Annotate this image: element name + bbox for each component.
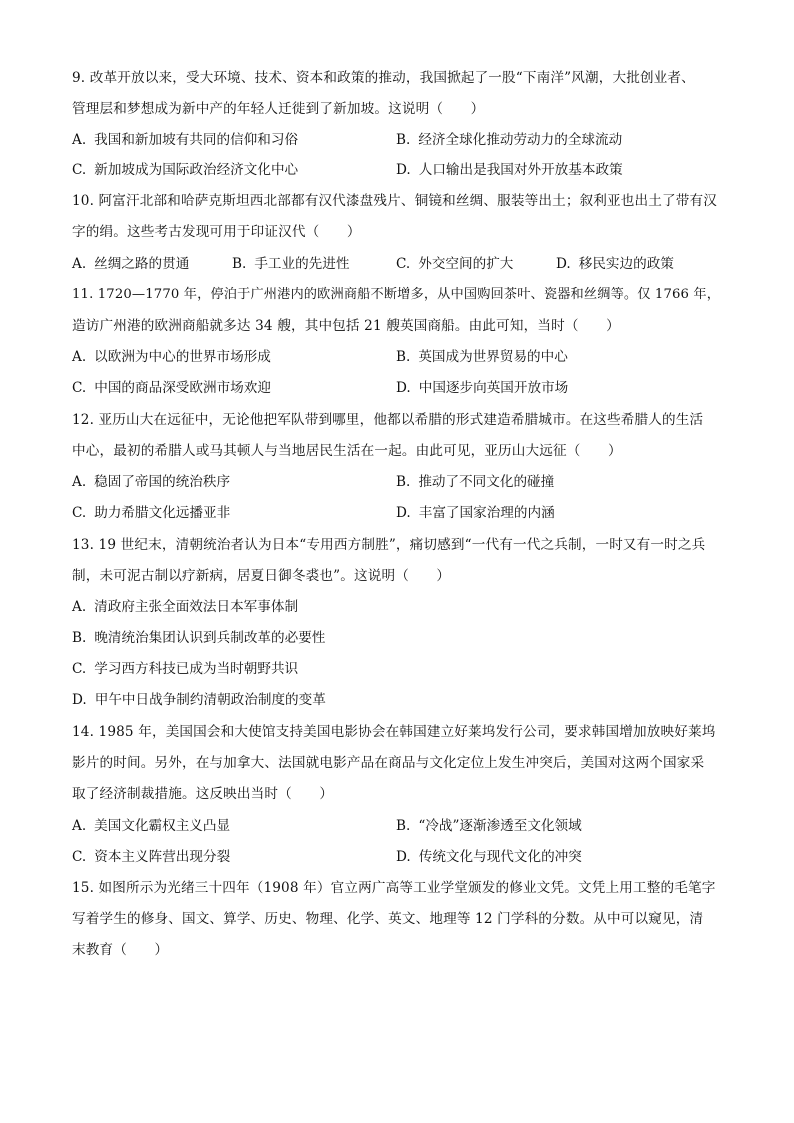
option-text: 清政府主张全面效法日本军事体制 <box>94 599 299 615</box>
question-9-option-a[interactable] <box>72 130 298 150</box>
option-letter: B. <box>396 349 411 365</box>
option-text: 推动了不同文化的碰撞 <box>418 474 555 490</box>
option-text: 甲午中日战争制约清朝政治制度的变革 <box>94 692 326 708</box>
option-text: 人口输出是我国对外开放基本政策 <box>418 162 623 178</box>
question-11-line-1: 11. 1720—1770 年，停泊于广州港内的欧洲商船不断增多，从中国购回茶叶、瓷器和丝绸等。仅 1766 年， <box>72 287 721 302</box>
question-14-line-2: 影片的时间。另外，在与加拿大、法国就电影产品在商品与文化定位上发生冲突后，美国对这两个国家采 <box>72 755 705 771</box>
option-text: 晚清统治集团认识到兵制改革的必要性 <box>94 630 326 646</box>
question-13-option-b[interactable] <box>72 628 325 648</box>
question-12-line-1: 12. 亚历山大在远征中，无论他把军队带到哪里，他都以希腊的形式建造希腊城市。在这些希腊人的生活 <box>72 412 704 428</box>
option-text: 经济全球化推动劳动力的全球流动 <box>418 132 623 148</box>
option-text: 丰富了国家治理的内涵 <box>418 505 555 521</box>
question-9-option-b[interactable] <box>396 130 622 150</box>
option-letter: D. <box>72 692 87 708</box>
option-text: 中国逐步向英国开放市场 <box>418 380 569 396</box>
question-11-option-b[interactable] <box>396 347 568 367</box>
question-13-option-a[interactable] <box>72 597 298 617</box>
option-letter: D. <box>396 849 411 865</box>
option-letter: A. <box>72 818 87 834</box>
option-text: “冷战”逐渐渗透至文化领域 <box>418 818 582 834</box>
question-13-option-d[interactable] <box>72 690 326 710</box>
option-letter: D. <box>396 162 411 178</box>
option-letter: D. <box>396 505 411 521</box>
option-letter: C. <box>72 661 87 677</box>
option-letter: D. <box>556 256 571 272</box>
option-text: 传统文化与现代文化的冲突 <box>418 849 582 865</box>
question-14-option-a[interactable] <box>72 816 230 836</box>
question-10-option-d[interactable] <box>556 254 674 274</box>
question-11-option-a[interactable] <box>72 347 271 367</box>
question-15-line-1: 15. 如图所示为光绪三十四年（1908 年）官立两广高等工业学堂颁发的修业文凭。文凭上用工整的毛笔字 <box>72 880 716 896</box>
question-14-option-b[interactable] <box>396 816 582 836</box>
question-11-option-d[interactable] <box>396 378 568 398</box>
option-text: 外交空间的扩大 <box>418 256 514 272</box>
option-text: 助力希腊文化远播亚非 <box>94 505 231 521</box>
option-text: 移民实边的政策 <box>578 256 674 272</box>
option-text: 新加坡成为国际政治经济文化中心 <box>94 162 299 178</box>
option-text: 我国和新加坡有共同的信仰和习俗 <box>94 132 299 148</box>
question-13-line-2: 制，未可泥古制以疗新病，居夏日御冬裘也”。这说明（ ） <box>72 568 451 584</box>
question-10-option-c[interactable] <box>396 254 513 274</box>
option-letter: C. <box>72 505 87 521</box>
question-10-option-b[interactable] <box>232 254 349 274</box>
option-letter: B. <box>232 256 247 272</box>
option-letter: C. <box>72 162 87 178</box>
question-10-line-1: 10. 阿富汗北部和哈萨克斯坦西北部都有汉代漆盘残片、铜镜和丝绸、服装等出土；叙利亚也出土了带有汉 <box>72 193 718 209</box>
option-letter: B. <box>396 818 411 834</box>
question-12-option-b[interactable] <box>396 472 554 492</box>
question-9-option-d[interactable] <box>396 160 623 180</box>
question-14-line-3: 取了经济制裁措施。这反映出当时（ ） <box>72 786 334 802</box>
option-text: 中国的商品深受欧洲市场欢迎 <box>94 380 271 396</box>
option-text: 丝绸之路的贯通 <box>94 256 190 272</box>
option-letter: C. <box>72 380 87 396</box>
option-letter: D. <box>396 380 411 396</box>
option-text: 美国文化霸权主义凸显 <box>94 818 231 834</box>
option-letter: A. <box>72 349 87 365</box>
question-15-line-2: 写着学生的修身、国文、算学、历史、物理、化学、英文、地理等 12 门学科的分数。从中可以窥见，清 <box>72 911 704 927</box>
option-letter: C. <box>396 256 411 272</box>
question-10-line-2: 字的绢。这些考古发现可用于印证汉代（ ） <box>72 224 361 240</box>
question-13-line-1: 13. 19 世纪末，清朝统治者认为日本“专用西方制胜”，痛切感到“一代有一代之兵制，一时又有一时之兵 <box>72 537 706 553</box>
question-10-option-a[interactable] <box>72 254 189 274</box>
option-letter: B. <box>396 474 411 490</box>
question-12-option-a[interactable] <box>72 472 230 492</box>
question-15-line-3: 末教育（ ） <box>72 942 169 958</box>
option-letter: B. <box>396 132 411 148</box>
question-9-line-2: 管理层和梦想成为新中产的年轻人迁徙到了新加坡。这说明（ ） <box>72 101 485 117</box>
option-letter: A. <box>72 132 87 148</box>
option-letter: B. <box>72 630 87 646</box>
question-12-line-2: 中心，最初的希腊人或马其顿人与当地居民生活在一起。由此可见，亚历山大远征（ ） <box>72 443 622 459</box>
option-letter: A. <box>72 599 87 615</box>
option-text: 以欧洲为中心的世界市场形成 <box>94 349 271 365</box>
option-letter: A. <box>72 474 87 490</box>
question-14-option-c[interactable] <box>72 847 230 867</box>
option-letter: C. <box>72 849 87 865</box>
question-9-line-1: 9. 改革开放以来，受大环境、技术、资本和政策的推动，我国掀起了一股“下南洋”风潮，大批创业者、 <box>72 70 695 86</box>
option-text: 手工业的先进性 <box>254 256 350 272</box>
question-12-option-c[interactable] <box>72 503 230 523</box>
question-9-option-c[interactable] <box>72 160 298 180</box>
option-text: 英国成为世界贸易的中心 <box>418 349 568 365</box>
question-13-option-c[interactable] <box>72 659 298 679</box>
option-text: 资本主义阵营出现分裂 <box>94 849 231 865</box>
question-11-line-2: 造访广州港的欧洲商船就多达 34 艘，其中包括 21 艘英国商船。由此可知，当时（ ） <box>72 318 620 334</box>
question-14-line-1: 14. 1985 年，美国国会和大使馆支持美国电影协会在韩国建立好莱坞发行公司，要求韩国增加放映好莱坞 <box>72 724 716 740</box>
question-12-option-d[interactable] <box>396 503 555 523</box>
question-11-option-c[interactable] <box>72 378 271 398</box>
option-text: 稳固了帝国的统治秩序 <box>94 474 231 490</box>
question-14-option-d[interactable] <box>396 847 582 867</box>
option-letter: A. <box>72 256 87 272</box>
option-text: 学习西方科技已成为当时朝野共识 <box>94 661 299 677</box>
